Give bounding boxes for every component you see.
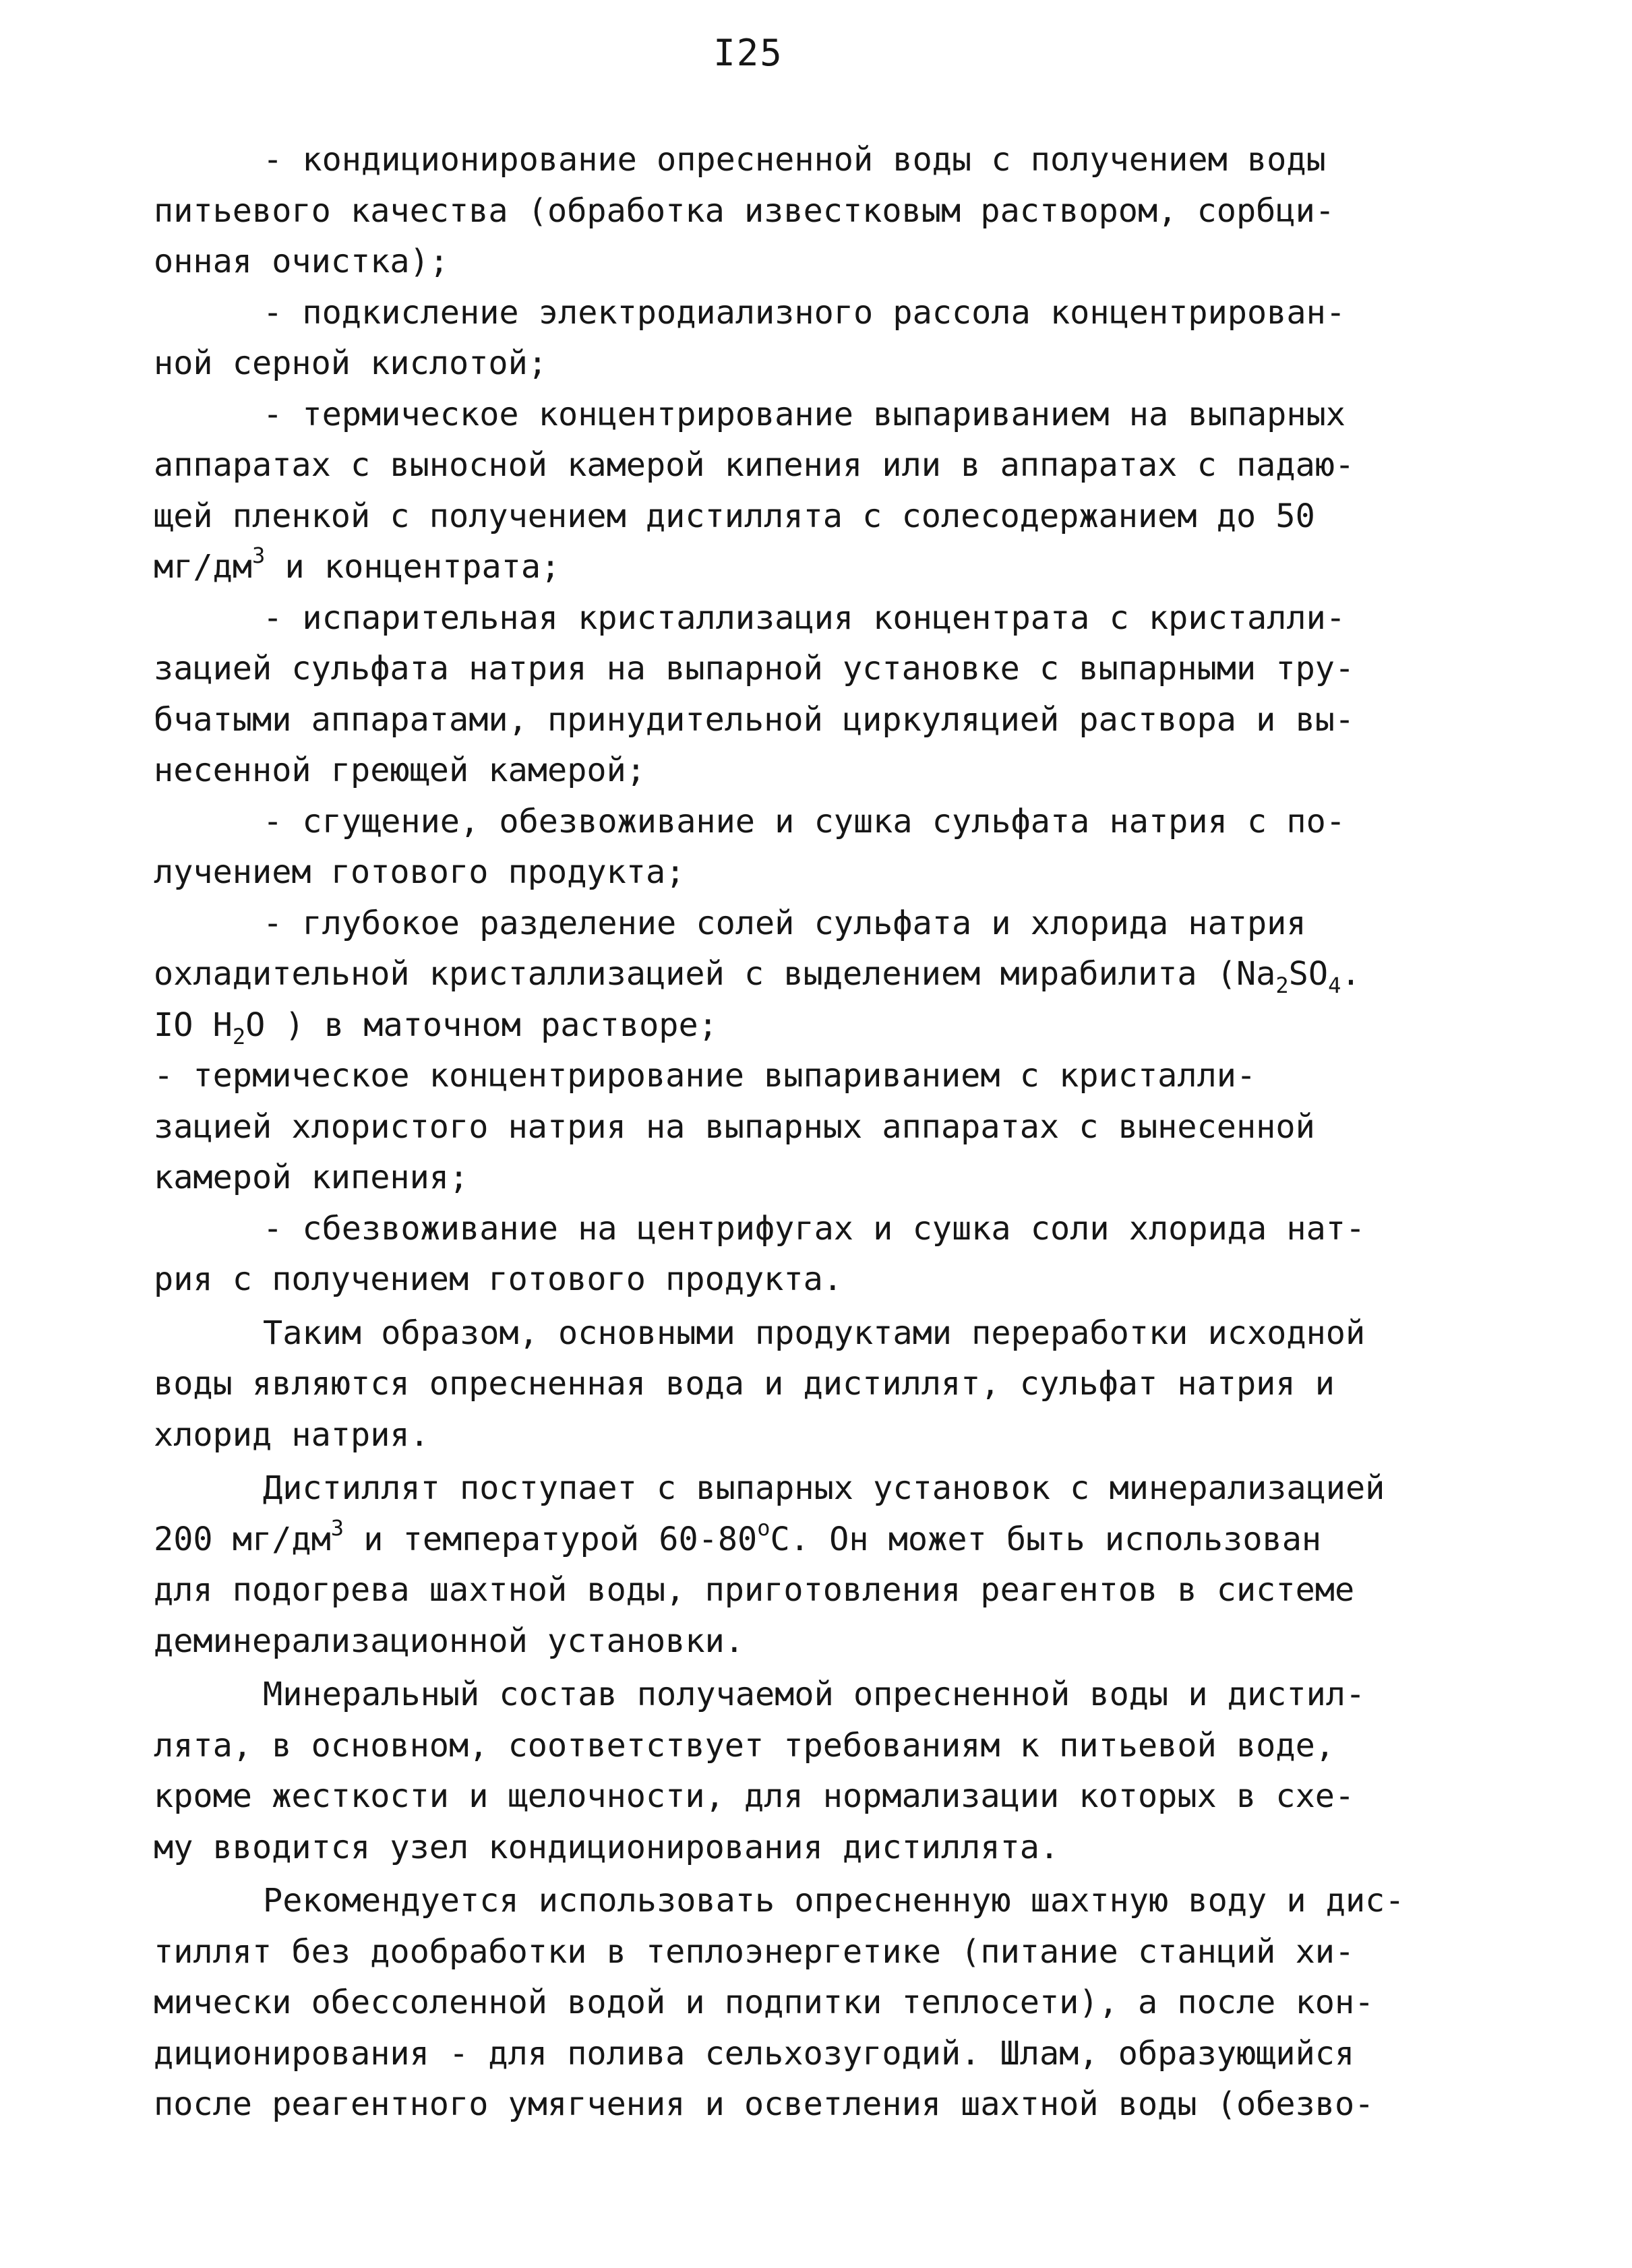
formula-subscript: 2 — [1275, 973, 1289, 998]
text-line: Рекомендуется использовать опресненную шахтную воду и дис- — [263, 1882, 1405, 1920]
text-line: для подогрева шахтной воды, приготовления реагентов в системе — [154, 1571, 1355, 1609]
text-line: - глубокое разделение солей сульфата и хлорида натрия — [263, 904, 1306, 942]
line-text: . Он может быть использован — [789, 1520, 1322, 1558]
text-line: - испарительная кристаллизация концентрата с кристалли- — [263, 599, 1346, 637]
text-line: хлорид натрия. — [154, 1415, 429, 1454]
text-line: диционирования - для полива сельхозугодий. Шлам, образующийся — [154, 2034, 1355, 2073]
text-line: питьевого качества (обработка известковым раствором, сорбци- — [154, 191, 1335, 230]
text-line: после реагентного умягчения и осветления шахтной воды (обезво- — [154, 2085, 1374, 2123]
text-line: зацией сульфата натрия на выпарной установке с выпарными тру- — [154, 650, 1355, 687]
text-line: кроме жесткости и щелочности, для нормализации которых в схе- — [154, 1777, 1355, 1815]
text-line: деминерализационной установки. — [154, 1622, 744, 1660]
text-line: лята, в основном, соответствует требованиям к питьевой воде, — [154, 1726, 1335, 1765]
formula-na: Na — [1236, 955, 1276, 993]
unit-mg-dm: мг/дм — [154, 548, 252, 586]
text-line: му вводится узел кондиционирования дистиллята. — [154, 1828, 1060, 1866]
line-text: и концентрата; — [284, 548, 561, 586]
text-line: Таким образом, основными продуктами переработки исходной — [263, 1314, 1366, 1352]
mineral-value: 200 мг/дм — [154, 1520, 331, 1558]
unit-exponent: 3 — [330, 1514, 344, 1541]
line-text: и температурой 60-80 — [363, 1520, 758, 1558]
text-line: камерой кипения; — [154, 1159, 469, 1196]
text-line — [154, 1000, 1488, 1051]
text-line: воды являются опресненная вода и дистиллят, сульфат натрия и — [154, 1365, 1335, 1403]
unit-exponent: 3 — [252, 543, 266, 568]
text-line: лучением готового продукта; — [154, 853, 686, 891]
formula-so: SO — [1288, 955, 1329, 993]
text-line: - термическое концентрирование выпариванием на выпарных — [263, 395, 1346, 433]
text-line: щей пленкой с получением дистиллята с солесодержанием до 50 — [154, 497, 1315, 535]
degree-sign: o — [757, 1514, 770, 1541]
body-text — [154, 135, 1488, 2131]
line-text: ) в маточном растворе; — [284, 1006, 718, 1044]
text-line: ной серной кислотой; — [154, 344, 547, 382]
text-line: - подкисление электродиализного рассола концентрирован- — [263, 293, 1346, 332]
formula-subscript: 2 — [232, 1023, 246, 1049]
text-line: несенной греющей камерой; — [154, 752, 646, 789]
formula-o: O — [245, 1006, 266, 1044]
celsius: C — [770, 1520, 790, 1558]
page-number: I25 — [713, 32, 783, 74]
text-line: аппаратах с выносной камерой кипения или в аппаратах с падаю- — [154, 446, 1355, 484]
formula-10h: IO H — [154, 1006, 233, 1044]
text-line: Минеральный состав получаемой опресненной воды и дистил- — [263, 1676, 1366, 1713]
formula-dot: . — [1341, 955, 1361, 993]
text-line: - термическое концентрирование выпариванием с кристалли- — [154, 1057, 1257, 1095]
text-line — [154, 949, 1488, 1000]
text-line: тиллят без дообработки в теплоэнергетике (питание станций хи- — [154, 1932, 1355, 1971]
formula-subscript: 4 — [1328, 973, 1341, 998]
text-line: рия с получением готового продукта. — [154, 1260, 843, 1298]
text-line: онная очистка); — [154, 243, 449, 280]
text-line: зацией хлористого натрия на выпарных аппаратах с вынесенной — [154, 1107, 1315, 1146]
line-text: охладительной кристаллизацией с выделением мирабилита ( — [154, 955, 1236, 993]
text-line: - сгущение, обезвоживание и сушка сульфата натрия с по- — [263, 802, 1346, 840]
text-line: бчатыми аппаратами, принудительной циркуляцией раствора и вы- — [154, 700, 1355, 739]
text-line — [154, 542, 1488, 593]
text-line: - кондиционирование опресненной воды с получением воды — [263, 141, 1326, 179]
text-line: мически обессоленной водой и подпитки теплосети), а после кон- — [154, 1984, 1374, 2021]
text-line: Дистиллят поступает с выпарных установок с минерализацией — [263, 1469, 1385, 1507]
text-line: - сбезвоживание на центрифугах и сушка соли хлорида нат- — [263, 1209, 1366, 1248]
text-line — [154, 1514, 1488, 1566]
